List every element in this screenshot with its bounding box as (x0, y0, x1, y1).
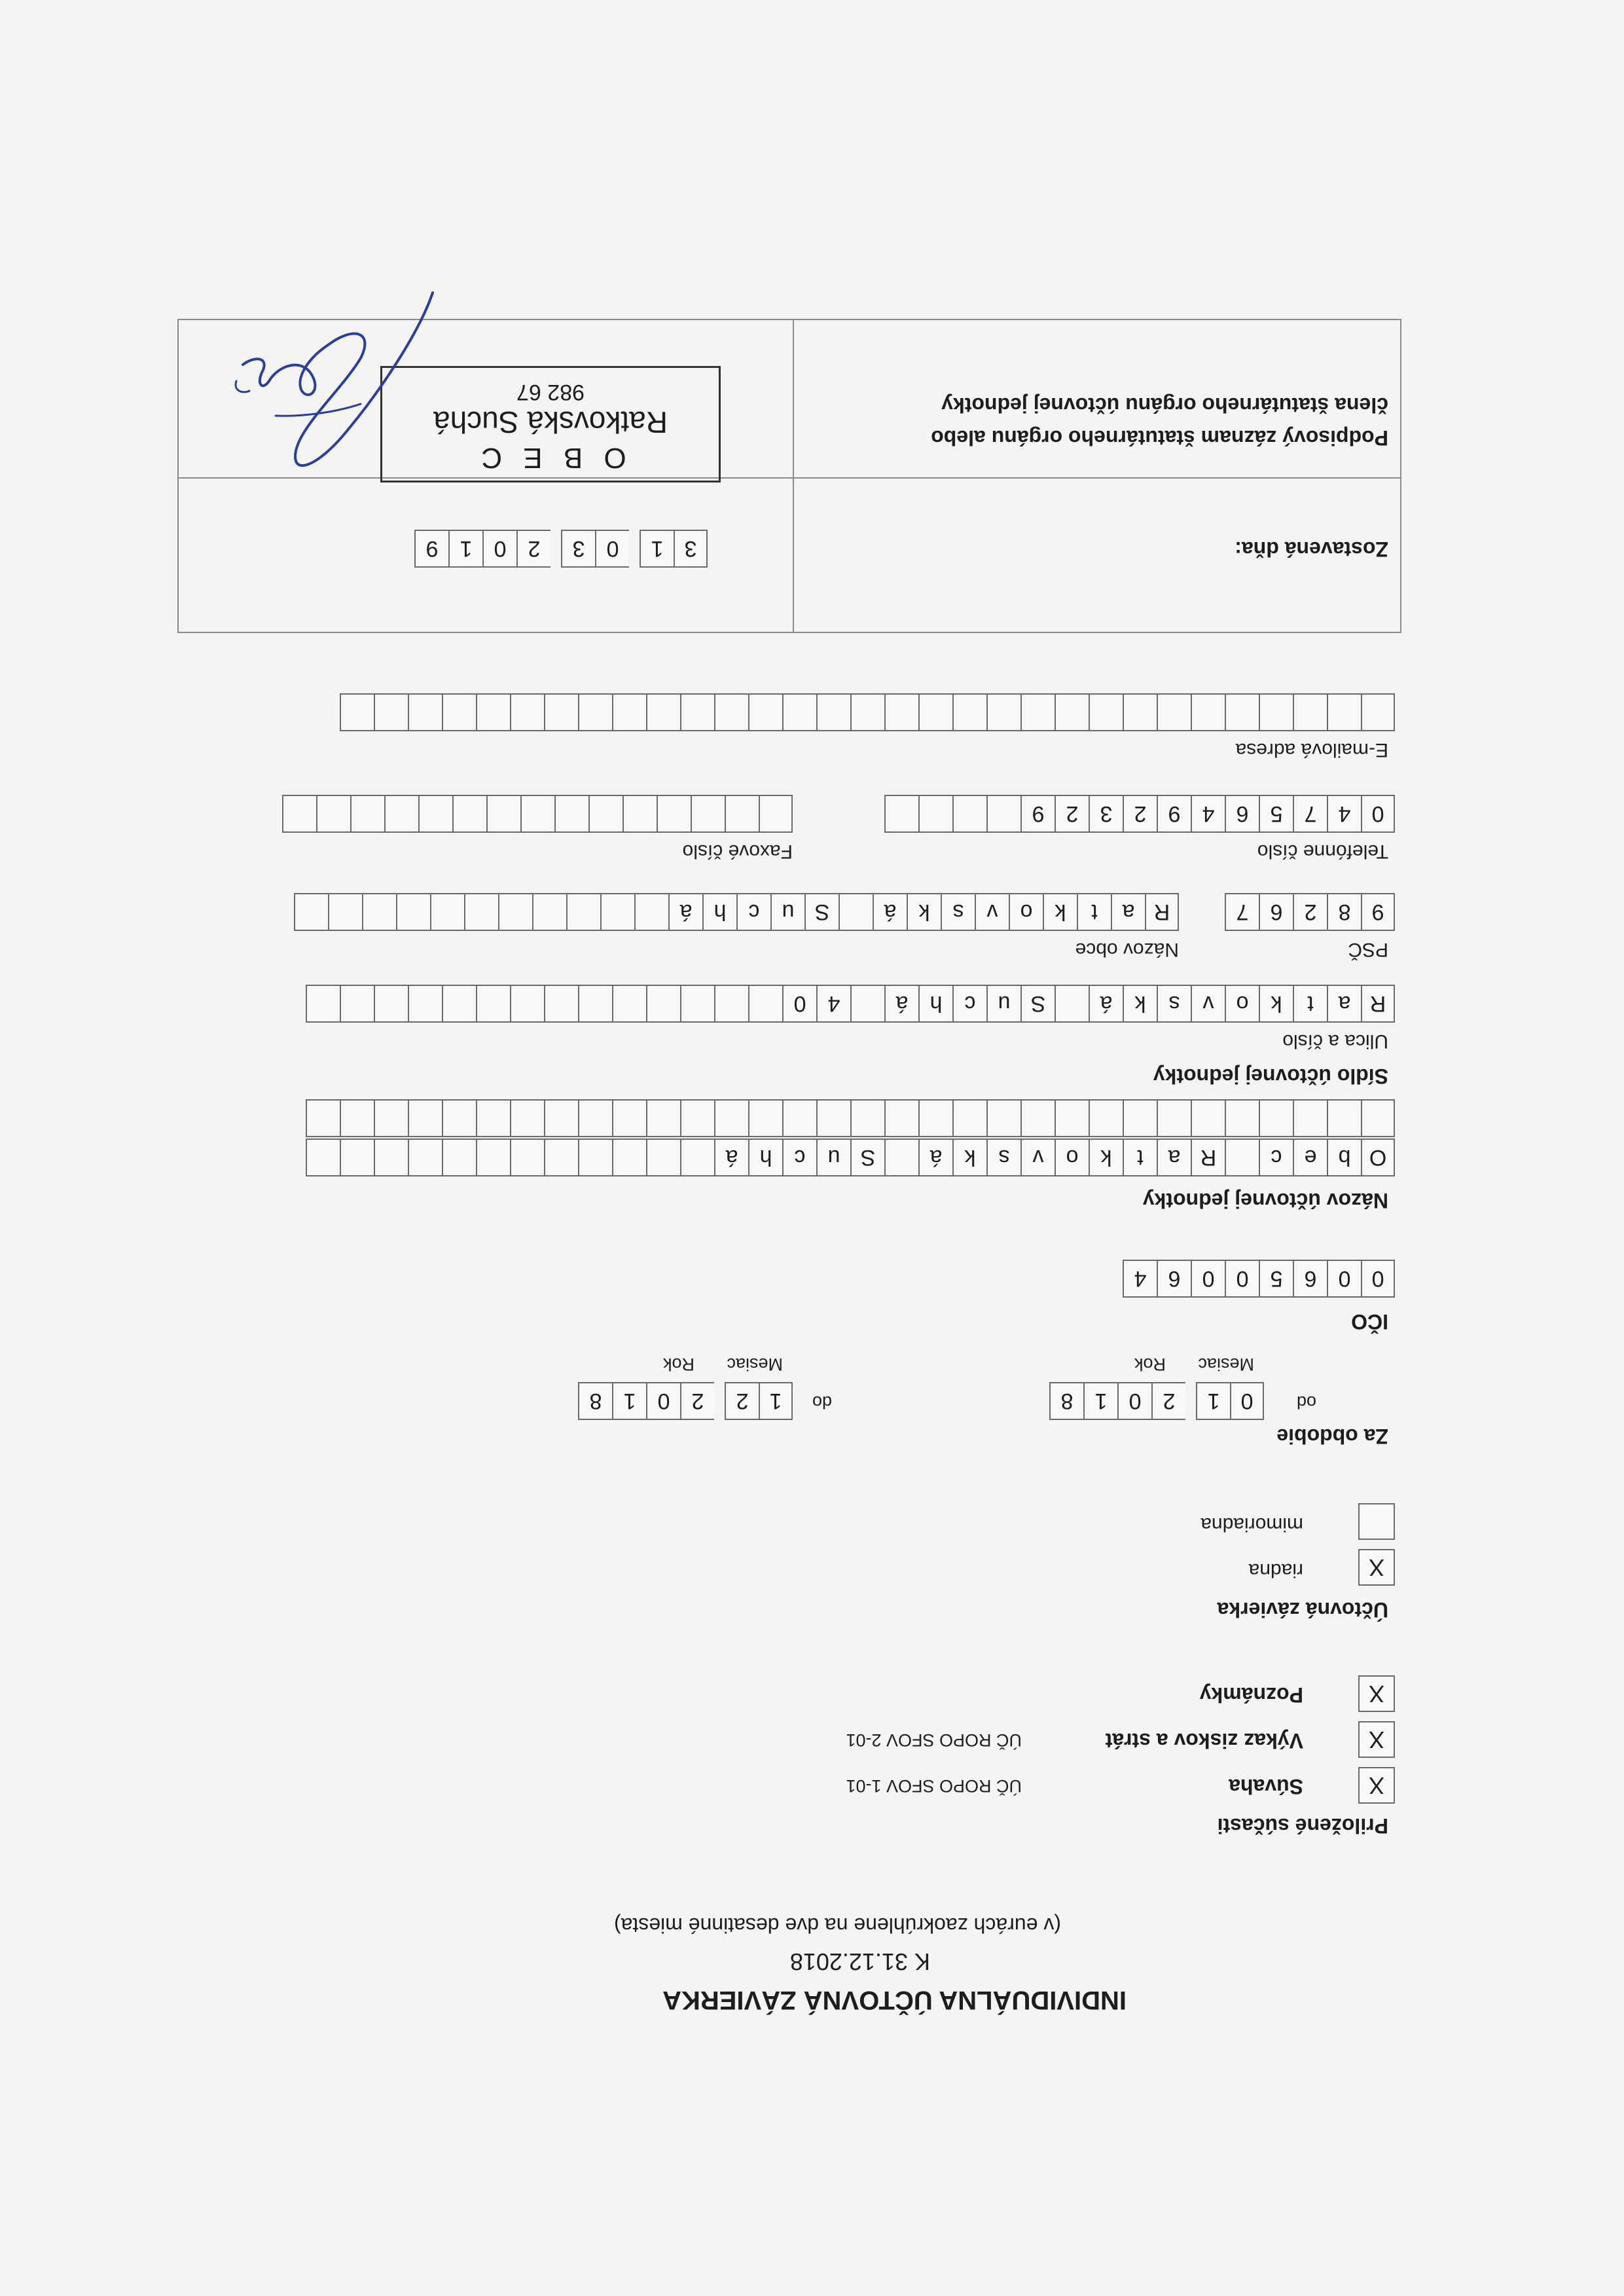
stamp-line-1: O B E C (475, 442, 626, 474)
fax-digit[interactable] (623, 795, 657, 833)
street-char[interactable]: o (1225, 985, 1259, 1023)
email-char[interactable] (1191, 693, 1225, 731)
email-char[interactable] (1055, 693, 1089, 731)
street-char[interactable]: á (1089, 985, 1123, 1023)
ico-field (1123, 1258, 1395, 1298)
phone-digit[interactable]: 9 (1020, 795, 1055, 833)
entity-name-char[interactable] (850, 1099, 884, 1137)
period-to-year-3[interactable]: 1 (612, 1382, 646, 1420)
street-char[interactable]: h (918, 985, 952, 1023)
street-char[interactable] (476, 985, 510, 1023)
phone-digit[interactable]: 4 (1327, 795, 1361, 833)
email-char[interactable] (612, 693, 646, 731)
entity-name-char[interactable] (1327, 1099, 1361, 1137)
email-char[interactable] (884, 693, 918, 731)
phone-digit[interactable] (884, 795, 918, 833)
fax-digit[interactable] (588, 795, 623, 833)
entity-name-char[interactable] (612, 1139, 646, 1176)
psc-digit[interactable]: 6 (1259, 893, 1293, 931)
phone-digit[interactable]: 0 (1361, 795, 1395, 833)
entity-name-char[interactable] (408, 1139, 442, 1176)
period-to-month-1[interactable]: 1 (759, 1382, 793, 1420)
entity-name-char[interactable] (714, 1099, 748, 1137)
fax-digit[interactable] (520, 795, 554, 833)
town-char[interactable] (498, 893, 532, 931)
fax-digit[interactable] (418, 795, 452, 833)
fax-digit[interactable] (759, 795, 793, 833)
closing-type-label-riadna: riadna (1248, 1559, 1303, 1581)
email-char[interactable] (986, 693, 1020, 731)
town-char[interactable]: o (1009, 893, 1043, 931)
date-month-1[interactable]: 0 (595, 530, 629, 568)
email-char[interactable] (1123, 693, 1157, 731)
email-char[interactable] (918, 693, 952, 731)
date-compiled-label: Zostavená dňa: (1235, 538, 1388, 561)
phone-field (884, 793, 1395, 833)
fax-label: Faxové číslo (682, 841, 793, 862)
entity-name-char[interactable]: a (1157, 1139, 1191, 1176)
street-char[interactable] (408, 985, 442, 1023)
fax-digit[interactable] (691, 795, 725, 833)
town-field (294, 892, 1179, 931)
town-char[interactable]: k (907, 893, 941, 931)
entity-name-char[interactable]: h (748, 1139, 782, 1176)
fax-digit[interactable] (486, 795, 520, 833)
signature-table-divider (177, 477, 1401, 633)
email-char[interactable] (816, 693, 850, 731)
entity-name-char[interactable] (306, 1099, 340, 1137)
entity-name-char[interactable]: R (1191, 1139, 1225, 1176)
period-from-month-1[interactable]: 0 (1230, 1382, 1264, 1420)
town-char[interactable]: v (975, 893, 1009, 931)
period-from-year-1[interactable]: 2 (1151, 1382, 1185, 1420)
email-field (340, 692, 1395, 731)
period-from-label: od (1296, 1393, 1316, 1412)
town-char[interactable]: S (804, 893, 839, 931)
ico-digit[interactable]: 0 (1191, 1260, 1225, 1298)
email-char[interactable] (748, 693, 782, 731)
period-to-year-1[interactable]: 2 (680, 1382, 714, 1420)
entity-name-char[interactable] (1055, 1099, 1089, 1137)
period-heading: Za obdobie (1276, 1425, 1388, 1448)
town-char[interactable] (532, 893, 566, 931)
town-char[interactable]: a (1111, 893, 1145, 931)
period-from-year-4[interactable]: 8 (1049, 1382, 1083, 1420)
street-char[interactable] (680, 985, 714, 1023)
phone-digit[interactable]: 6 (1225, 795, 1259, 833)
town-char[interactable]: á (873, 893, 907, 931)
period-to-year-4[interactable]: 8 (578, 1382, 612, 1420)
entity-name-char[interactable] (340, 1099, 374, 1137)
town-char[interactable]: s (941, 893, 975, 931)
entity-name-char[interactable]: S (850, 1139, 884, 1176)
phone-digit[interactable] (918, 795, 952, 833)
fax-digit[interactable] (452, 795, 486, 833)
town-char[interactable] (600, 893, 634, 931)
fax-digit[interactable] (282, 795, 316, 833)
psc-label: PSČ (1348, 939, 1388, 960)
entity-name-char[interactable] (1259, 1099, 1293, 1137)
fax-digit[interactable] (725, 795, 759, 833)
entity-name-char[interactable]: t (1123, 1139, 1157, 1176)
email-char[interactable] (340, 693, 374, 731)
psc-digit[interactable]: 7 (1225, 893, 1259, 931)
attachments-heading: Priložené súčasti (1217, 1814, 1388, 1838)
town-char[interactable] (396, 893, 430, 931)
entity-name-char[interactable] (1157, 1099, 1191, 1137)
town-char[interactable]: t (1077, 893, 1111, 931)
street-char[interactable] (578, 985, 612, 1023)
fax-field (282, 793, 793, 833)
entity-name-char[interactable]: c (1259, 1139, 1293, 1176)
document-subtitle: (v eurách zaokrúhlene na dve desatinné miesta) (613, 1914, 1061, 1937)
closing-type-checkbox-mimoriadna[interactable] (1358, 1503, 1395, 1540)
phone-digit[interactable] (952, 795, 986, 833)
email-char[interactable] (1157, 693, 1191, 731)
entity-name-char[interactable] (442, 1139, 476, 1176)
entity-name-char[interactable] (918, 1099, 952, 1137)
psc-digit[interactable]: 8 (1327, 893, 1361, 931)
email-char[interactable] (850, 693, 884, 731)
entity-name-char[interactable] (1191, 1099, 1225, 1137)
period-from-fields (1049, 1381, 1264, 1420)
entity-name-char[interactable]: á (714, 1139, 748, 1176)
street-char[interactable] (748, 985, 782, 1023)
phone-digit[interactable]: 9 (1157, 795, 1191, 833)
attachment-checkbox-poznamky[interactable]: X (1358, 1675, 1395, 1712)
entity-name-char[interactable] (748, 1099, 782, 1137)
email-char[interactable] (646, 693, 680, 731)
entity-name-char[interactable] (510, 1139, 544, 1176)
email-char[interactable] (714, 693, 748, 731)
town-char[interactable]: R (1145, 893, 1179, 931)
attachment-checkbox-suvaha[interactable]: X (1358, 1767, 1395, 1804)
phone-digit[interactable]: 4 (1191, 795, 1225, 833)
entity-name-char[interactable] (442, 1099, 476, 1137)
town-char[interactable]: h (702, 893, 736, 931)
entity-name-char[interactable] (544, 1099, 578, 1137)
street-char[interactable] (510, 985, 544, 1023)
period-from-year-2[interactable]: 0 (1117, 1382, 1151, 1420)
phone-digit[interactable]: 5 (1259, 795, 1293, 833)
entity-name-char[interactable] (374, 1139, 408, 1176)
entity-name-char[interactable] (374, 1099, 408, 1137)
street-char[interactable] (306, 985, 340, 1023)
fax-digit[interactable] (657, 795, 691, 833)
entity-name-char[interactable] (816, 1099, 850, 1137)
town-char[interactable] (464, 893, 498, 931)
street-char[interactable]: R (1361, 985, 1395, 1023)
town-char[interactable] (328, 893, 362, 931)
email-char[interactable] (442, 693, 476, 731)
phone-digit[interactable]: 7 (1293, 795, 1327, 833)
entity-name-char[interactable]: c (782, 1139, 816, 1176)
entity-name-char[interactable] (884, 1139, 918, 1176)
email-char[interactable] (408, 693, 442, 731)
entity-name-char[interactable]: k (952, 1139, 986, 1176)
entity-name-char[interactable]: v (1020, 1139, 1055, 1176)
period-to-label: do (812, 1393, 832, 1412)
street-label: Ulica a číslo (1282, 1030, 1388, 1052)
street-char[interactable]: t (1293, 985, 1327, 1023)
handwritten-signature (210, 280, 459, 489)
town-char[interactable] (362, 893, 396, 931)
email-char[interactable] (1327, 693, 1361, 731)
town-char[interactable] (634, 893, 668, 931)
fax-digit[interactable] (316, 795, 350, 833)
period-to-year-caption: Rok (662, 1355, 695, 1374)
entity-name-char[interactable]: o (1055, 1139, 1089, 1176)
entity-name-char[interactable] (646, 1099, 680, 1137)
town-label: Názov obce (1075, 939, 1179, 960)
entity-name-char[interactable]: O (1361, 1139, 1395, 1176)
phone-digit[interactable]: 3 (1089, 795, 1123, 833)
entity-name-char[interactable]: b (1327, 1139, 1361, 1176)
entity-name-char[interactable]: u (816, 1139, 850, 1176)
email-char[interactable] (578, 693, 612, 731)
entity-name-char[interactable] (986, 1099, 1020, 1137)
date-day-1[interactable]: 3 (674, 530, 708, 568)
entity-name-char[interactable] (782, 1099, 816, 1137)
email-char[interactable] (544, 693, 578, 731)
email-char[interactable] (374, 693, 408, 731)
ico-digit[interactable]: 6 (1293, 1260, 1327, 1298)
entity-name-char[interactable] (884, 1099, 918, 1137)
period-from-month-caption: Mesiac (1198, 1355, 1254, 1374)
street-char[interactable]: k (1259, 985, 1293, 1023)
period-to-fields (578, 1381, 793, 1420)
email-char[interactable] (1225, 693, 1259, 731)
email-char[interactable] (782, 693, 816, 731)
attachment-label-poznamky: Poznámky (1199, 1683, 1303, 1707)
entity-name-char[interactable] (578, 1099, 612, 1137)
street-char[interactable]: 4 (816, 985, 850, 1023)
entity-name-char[interactable] (680, 1139, 714, 1176)
town-char[interactable] (566, 893, 600, 931)
attachment-label-suvaha: Súvaha (1229, 1775, 1303, 1798)
entity-name-row-1 (306, 1137, 1395, 1176)
entity-name-char[interactable] (510, 1099, 544, 1137)
town-char[interactable] (839, 893, 873, 931)
email-char[interactable] (680, 693, 714, 731)
phone-digit[interactable]: 2 (1123, 795, 1157, 833)
entity-name-char[interactable]: k (1089, 1139, 1123, 1176)
date-compiled-field (414, 528, 708, 568)
signature-label-1: Podpisový záznam štatutárneho orgánu alebo (931, 426, 1388, 450)
date-year-1[interactable]: 2 (516, 530, 550, 568)
date-day-2[interactable]: 1 (640, 530, 674, 568)
period-to-month-2[interactable]: 2 (725, 1382, 759, 1420)
entity-name-char[interactable] (476, 1139, 510, 1176)
street-char[interactable]: k (1123, 985, 1157, 1023)
street-char[interactable]: c (952, 985, 986, 1023)
email-char[interactable] (510, 693, 544, 731)
ico-label: IČO (1351, 1310, 1388, 1334)
period-from-month-2[interactable]: 1 (1196, 1382, 1230, 1420)
street-char[interactable]: a (1327, 985, 1361, 1023)
ico-digit[interactable]: 6 (1157, 1260, 1191, 1298)
seat-heading: Sídlo účtovnej jednotky (1153, 1065, 1388, 1088)
street-char[interactable] (850, 985, 884, 1023)
street-char[interactable]: v (1191, 985, 1225, 1023)
street-char[interactable] (340, 985, 374, 1023)
psc-digit[interactable]: 9 (1361, 893, 1395, 931)
entity-name-char[interactable] (646, 1139, 680, 1176)
document-title: INDIVIDUÁLNA ÚČTOVNÁ ZÁVIERKA (662, 1986, 1127, 2014)
period-from-year-caption: Rok (1134, 1355, 1166, 1374)
entity-name-char[interactable] (544, 1139, 578, 1176)
street-char[interactable] (612, 985, 646, 1023)
email-char[interactable] (1089, 693, 1123, 731)
entity-name-char[interactable] (340, 1139, 374, 1176)
street-char[interactable]: á (884, 985, 918, 1023)
period-from-year-3[interactable]: 1 (1083, 1382, 1117, 1420)
entity-name-char[interactable]: s (986, 1139, 1020, 1176)
street-char[interactable] (1055, 985, 1089, 1023)
street-char[interactable] (646, 985, 680, 1023)
street-char[interactable]: s (1157, 985, 1191, 1023)
street-char[interactable]: 0 (782, 985, 816, 1023)
street-char[interactable] (714, 985, 748, 1023)
date-year-2[interactable]: 0 (482, 530, 516, 568)
closing-type-label-mimoriadna: mimoriadna (1200, 1514, 1303, 1535)
entity-name-char[interactable] (1089, 1099, 1123, 1137)
ico-digit[interactable]: 5 (1259, 1260, 1293, 1298)
phone-digit[interactable]: 2 (1055, 795, 1089, 833)
ico-digit[interactable]: 4 (1123, 1260, 1157, 1298)
date-month-2[interactable]: 3 (561, 530, 595, 568)
attachment-code-vykaz: ÚČ ROPO SFOV 2-01 (846, 1730, 1022, 1750)
street-char[interactable] (442, 985, 476, 1023)
ico-digit[interactable]: 0 (1361, 1260, 1395, 1298)
town-char[interactable] (294, 893, 328, 931)
email-char[interactable] (1259, 693, 1293, 731)
attachment-checkbox-vykaz[interactable]: X (1358, 1721, 1395, 1758)
phone-label: Telefónne číslo (1257, 841, 1388, 862)
entity-name-row-2 (306, 1098, 1395, 1137)
entity-name-char[interactable] (1293, 1099, 1327, 1137)
date-year-3[interactable]: 1 (448, 530, 482, 568)
phone-digit[interactable] (986, 795, 1020, 833)
town-char[interactable] (430, 893, 464, 931)
ico-digit[interactable]: 0 (1327, 1260, 1361, 1298)
email-char[interactable] (476, 693, 510, 731)
closing-type-checkbox-riadna[interactable]: X (1358, 1549, 1395, 1586)
town-char[interactable]: á (668, 893, 702, 931)
psc-digit[interactable]: 2 (1293, 893, 1327, 931)
entity-name-char[interactable] (306, 1139, 340, 1176)
entity-name-label: Názov účtovnej jednotky (1142, 1189, 1388, 1212)
email-char[interactable] (1020, 693, 1055, 731)
period-to-year-2[interactable]: 0 (646, 1382, 680, 1420)
entity-name-char[interactable] (1020, 1099, 1055, 1137)
closing-type-heading: Účtovná závierka (1217, 1598, 1388, 1622)
entity-name-char[interactable] (578, 1139, 612, 1176)
stamp-line-3: 982 67 (516, 380, 585, 405)
fax-digit[interactable] (554, 795, 588, 833)
email-char[interactable] (952, 693, 986, 731)
entity-name-char[interactable] (1123, 1099, 1157, 1137)
entity-name-char[interactable]: á (918, 1139, 952, 1176)
town-char[interactable]: k (1043, 893, 1077, 931)
street-field (306, 983, 1395, 1023)
entity-name-char[interactable] (680, 1099, 714, 1137)
entity-name-char[interactable]: e (1293, 1139, 1327, 1176)
street-char[interactable]: S (1020, 985, 1055, 1023)
entity-name-char[interactable] (1225, 1099, 1259, 1137)
date-year-4[interactable]: 9 (414, 530, 448, 568)
street-char[interactable] (544, 985, 578, 1023)
document-date: K 31.12.2018 (789, 1948, 930, 1975)
email-char[interactable] (1293, 693, 1327, 731)
psc-field (1225, 892, 1395, 931)
entity-name-char[interactable] (408, 1099, 442, 1137)
entity-name-char[interactable] (1225, 1139, 1259, 1176)
town-char[interactable]: c (736, 893, 770, 931)
attachment-label-vykaz: Výkaz ziskov a strát (1105, 1729, 1303, 1753)
entity-name-char[interactable] (1361, 1099, 1395, 1137)
entity-name-char[interactable] (476, 1099, 510, 1137)
signature-label-2: člena štatutárneho orgánu účtovnej jednotky (941, 393, 1388, 417)
stamp-line-2: Ratkovská Suchá (433, 405, 668, 439)
fax-digit[interactable] (384, 795, 418, 833)
fax-digit[interactable] (350, 795, 384, 833)
entity-name-char[interactable] (612, 1099, 646, 1137)
ico-digit[interactable]: 0 (1225, 1260, 1259, 1298)
entity-name-char[interactable] (952, 1099, 986, 1137)
period-to-month-caption: Mesiac (727, 1355, 783, 1374)
street-char[interactable]: u (986, 985, 1020, 1023)
email-char[interactable] (1361, 693, 1395, 731)
attachment-code-suvaha: ÚČ ROPO SFOV 1-01 (846, 1776, 1022, 1796)
email-label: E-mailová adresa (1235, 739, 1388, 761)
street-char[interactable] (374, 985, 408, 1023)
town-char[interactable]: u (770, 893, 804, 931)
